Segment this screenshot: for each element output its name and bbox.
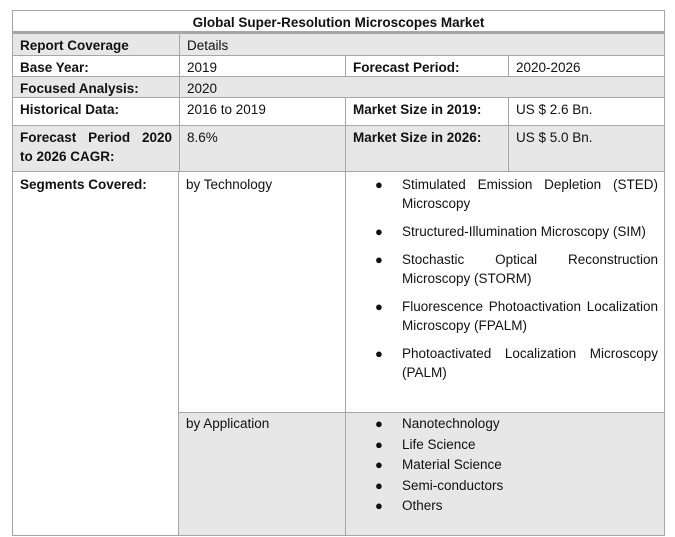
- row-base-year: [13, 55, 664, 76]
- segment-application-list: [345, 413, 664, 535]
- label-report-coverage: Report Coverage: [20, 38, 129, 53]
- value-base-year: 2019: [179, 56, 345, 76]
- value-forecast-period: 2020-2026: [508, 56, 664, 76]
- label-focused-analysis: Focused Analysis:: [20, 81, 139, 96]
- app-item: ● Life Science: [375, 436, 476, 452]
- bullet-icon: ●: [375, 498, 383, 514]
- segments-subtable: [178, 172, 664, 535]
- value-market-size-2026: US $ 5.0 Bn.: [508, 126, 664, 171]
- row-focused-analysis: [13, 76, 664, 97]
- tech-item: ● Fluorescence Photoactivation Localization Microscopy (FPALM): [375, 299, 658, 333]
- bullet-icon: ●: [375, 416, 383, 431]
- tech-item: ● Photoactivated Localization Microscopy (PALM): [375, 346, 658, 380]
- row-cagr: [13, 125, 664, 171]
- table-title-row: [13, 11, 664, 34]
- row-report-coverage: [13, 34, 664, 55]
- segment-application: [179, 412, 664, 535]
- app-item: ● Material Science: [375, 457, 502, 473]
- segment-technology-list: [345, 172, 664, 412]
- bullet-icon: ●: [375, 346, 383, 361]
- bullet-icon: ●: [375, 299, 383, 314]
- tech-item: ● Structured-Illumination Microscopy (SIM): [375, 224, 646, 239]
- bullet-icon: ●: [375, 457, 383, 473]
- bullet-icon: ●: [375, 477, 383, 493]
- app-item: ● Nanotechnology: [375, 416, 500, 431]
- value-cagr: 8.6%: [179, 126, 345, 171]
- label-base-year: Base Year:: [20, 60, 89, 75]
- table-title: Global Super-Resolution Microscopes Market: [192, 15, 485, 30]
- app-item: ● Semi-conductors: [375, 477, 504, 493]
- label-historical-data: Historical Data:: [20, 102, 120, 117]
- app-item: ● Others: [375, 498, 443, 514]
- value-focused-analysis: 2020: [179, 77, 664, 97]
- row-segments: [13, 171, 664, 535]
- bullet-icon: ●: [375, 224, 383, 239]
- bullet-icon: ●: [375, 177, 383, 192]
- label-cagr: Forecast Period 2020 to 2026 CAGR:: [20, 130, 172, 164]
- label-market-size-2019: Market Size in 2019:: [345, 98, 508, 125]
- segment-technology: [179, 172, 664, 412]
- bullet-icon: ●: [375, 436, 383, 452]
- segment-application-label: by Application: [186, 416, 270, 431]
- segment-technology-label: by Technology: [186, 177, 273, 192]
- label-segments-covered: Segments Covered:: [20, 177, 147, 192]
- label-market-size-2026: Market Size in 2026:: [345, 126, 508, 171]
- bullet-icon: ●: [375, 252, 383, 267]
- value-market-size-2019: US $ 2.6 Bn.: [508, 98, 664, 125]
- value-historical-data: 2016 to 2019: [179, 98, 345, 125]
- label-forecast-period: Forecast Period:: [345, 56, 508, 76]
- value-report-coverage: Details: [179, 34, 664, 55]
- row-historical-data: [13, 97, 664, 125]
- tech-item: ● Stochastic Optical Reconstruction Microscopy (STORM): [375, 252, 658, 286]
- market-summary-table: [12, 10, 665, 536]
- tech-item: ● Stimulated Emission Depletion (STED) Microscopy: [375, 177, 658, 211]
